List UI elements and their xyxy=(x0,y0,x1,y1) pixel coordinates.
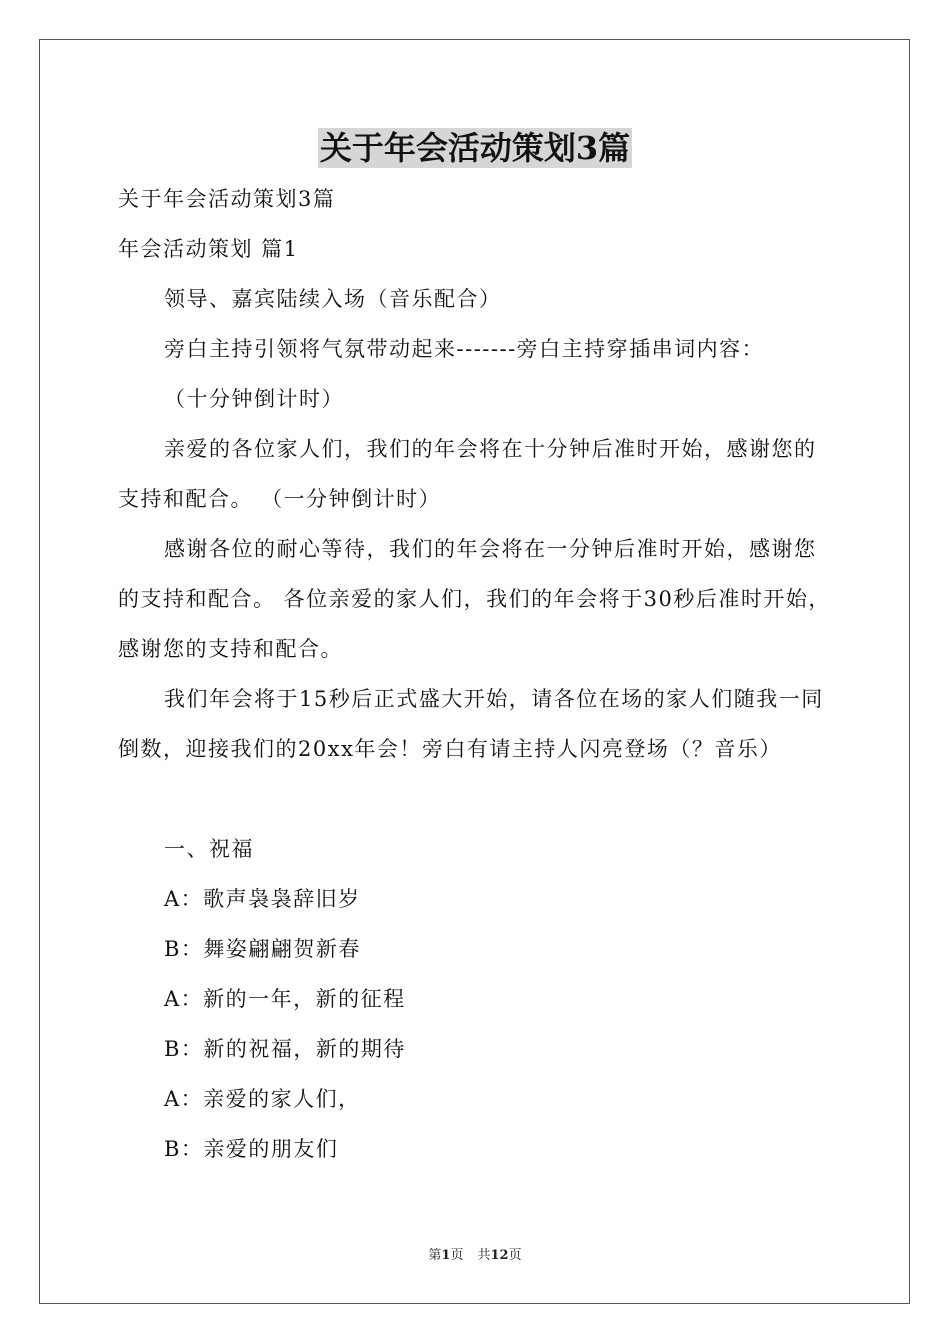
paragraph: 领导、嘉宾陆续入场（音乐配合） xyxy=(164,287,502,311)
total-pages: 12 xyxy=(490,1248,509,1263)
dialogue-line: A：亲爱的家人们， xyxy=(164,1087,361,1111)
paragraph: 感谢各位的耐心等待，我们的年会将在一分钟后准时开始，感谢您的支持和配合。 各位亲爱的家人们，我们的年会将于30秒后准时开始，感谢您的支持和配合。 xyxy=(118,537,831,661)
page-suffix: 页 xyxy=(450,1248,464,1263)
dialogue-line: B：亲爱的朋友们 xyxy=(164,1137,339,1161)
page-prefix: 第 xyxy=(428,1248,442,1263)
paragraph: 旁白主持引领将气氛带动起来-------旁白主持穿插串词内容： xyxy=(164,337,765,361)
total-prefix: 共 xyxy=(477,1248,491,1263)
section-heading-blessing: 一、祝福 xyxy=(164,837,254,861)
page-number: 1 xyxy=(441,1248,451,1263)
section-heading: 年会活动策划 篇1 xyxy=(118,237,299,261)
document-subtitle: 关于年会活动策划3篇 xyxy=(118,187,336,211)
paragraph: （十分钟倒计时） xyxy=(164,387,344,411)
dialogue-line: B：新的祝福，新的期待 xyxy=(164,1037,406,1061)
document-title-text: 关于年会活动策划3篇 xyxy=(319,129,631,167)
paragraph: 我们年会将于15秒后正式盛大开始，请各位在场的家人们随我一同倒数，迎接我们的20xx年会！旁白有请主持人闪亮登场（？音乐） xyxy=(118,687,824,761)
document-title xyxy=(0,128,950,168)
dialogue-line: A：歌声袅袅辞旧岁 xyxy=(164,887,361,911)
page-footer xyxy=(0,1247,950,1265)
total-suffix: 页 xyxy=(508,1248,522,1263)
paragraph: 亲爱的各位家人们，我们的年会将在十分钟后准时开始，感谢您的支持和配合。 （一分钟倒计时） xyxy=(118,437,817,511)
dialogue-line: A：新的一年，新的征程 xyxy=(164,987,406,1011)
dialogue-line: B：舞姿翩翩贺新春 xyxy=(164,937,361,961)
